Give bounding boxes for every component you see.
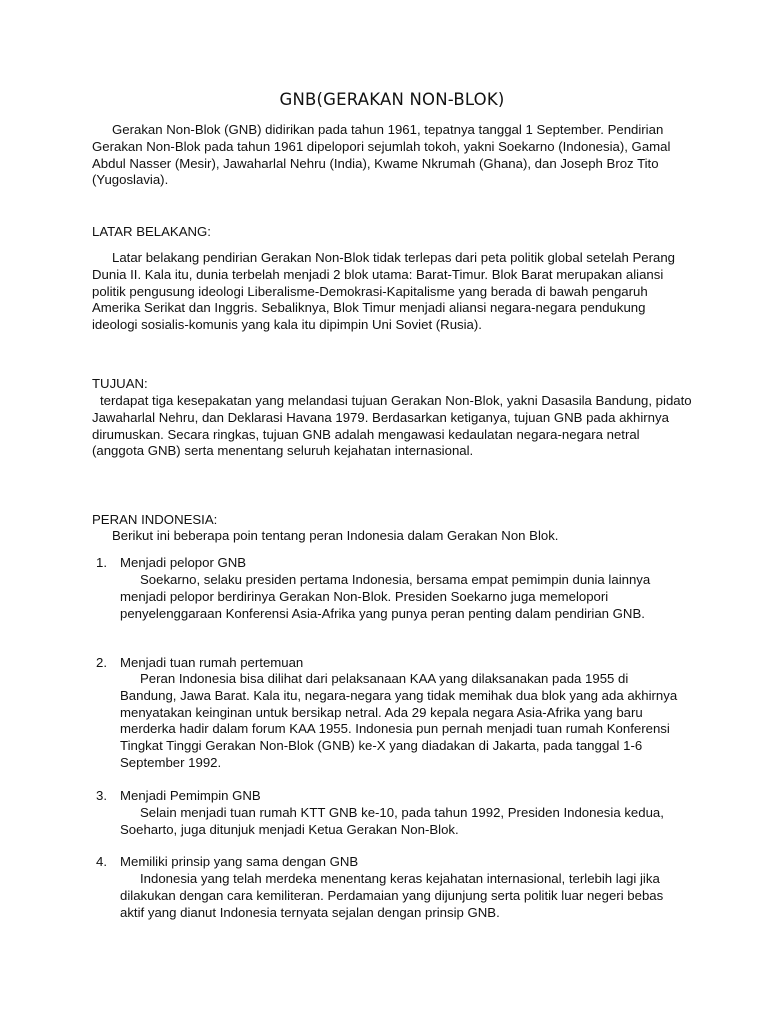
list-item-number: 4. [96,854,107,869]
document-title: GNB(GERAKAN NON-BLOK) [279,90,505,109]
list-item-number: 3. [96,788,107,803]
list-item-body: Indonesia yang telah merdeka menentang keras kejahatan internasional, terlebih lagi jika dilakukan dengan cara kemiliteran. Perdamaian yang dijunjung serta politik luar negeri bebas aktif yang dianut Indonesia ternyata sejalan dengan prinsip GNB. [120,871,664,920]
tujuan-paragraph: terdapat tiga kesepakatan yang melandasi tujuan Gerakan Non-Blok, yakni Dasasila Bandung, pidato Jawaharlal Nehru, dan Deklarasi Havana 1979. Berdasarkan ketiganya, tujuan GNB pada akhirnya dirumuskan. Secara ringkas, tujuan GNB adalah mengawasi kedaulatan negara-negara netral (anggota GNB) serta menentang seluruh kejahatan internasional. [92,393,692,459]
list-item-body: Selain menjadi tuan rumah KTT GNB ke-10, pada tahun 1992, Presiden Indonesia kedua, Soeharto, juga ditunjuk menjadi Ketua Gerakan Non-Blok. [120,805,664,837]
tujuan-heading: TUJUAN: [92,376,148,391]
list-item-title: Memiliki prinsip yang sama dengan GNB [120,854,359,869]
list-item-title: Menjadi pelopor GNB [120,555,247,570]
latar-heading: LATAR BELAKANG: [92,224,211,239]
list-item-body: Soekarno, selaku presiden pertama Indonesia, bersama empat pemimpin dunia lainnya menjadi pelopor berdirinya Gerakan Non-Blok. Presiden Soekarno juga memelopori penyelenggaraan Konferensi Asia-Afrika yang punya peran penting dalam pendirian GNB. [120,572,651,621]
list-item-title: Menjadi Pemimpin GNB [120,788,261,803]
list-item-body: Peran Indonesia bisa dilihat dari pelaksanaan KAA yang dilaksanakan pada 1955 di Bandung, Jawa Barat. Kala itu, negara-negara yang tidak memihak dua blok yang ada akhirnya menyatakan keinginan untuk bersikap netral. Ada 29 kepala negara Asia-Afrika yang baru merderka hadir dalam forum KAA 1955. Indonesia pun pernah menjadi tuan rumah Konferensi Tingkat Tinggi Gerakan Non-Blok (GNB) ke-X yang diadakan di Jakarta, pada tanggal 1-6 September 1992. [120,671,678,770]
list-item-number: 2. [96,655,107,670]
intro-paragraph: Gerakan Non-Blok (GNB) didirikan pada tahun 1961, tepatnya tanggal 1 September. Pendirian Gerakan Non-Blok pada tahun 1961 dipelopori sejumlah tokoh, yakni Soekarno (Indonesia), Gamal Abdul Nasser (Mesir), Jawaharlal Nehru (India), Kwame Nkrumah (Ghana), dan Joseph Broz Tito (Yugoslavia). [92,122,671,188]
peran-intro: Berikut ini beberapa poin tentang peran Indonesia dalam Gerakan Non Blok. [112,528,559,543]
peran-heading: PERAN INDONESIA: [92,512,218,527]
latar-paragraph: Latar belakang pendirian Gerakan Non-Blok tidak terlepas dari peta politik global setelah Perang Dunia II. Kala itu, dunia terbelah menjadi 2 blok utama: Barat-Timur. Blok Barat merupakan aliansi politik pengusung ideologi Liberalisme-Demokrasi-Kapitalisme yang berada di bawah pengaruh Amerika Serikat dan Inggris. Sebaliknya, Blok Timur menjadi aliansi negara-negara pendukung ideologi sosialis-komunis yang kala itu dipimpin Uni Soviet (Rusia). [92,250,676,333]
list-item-title: Menjadi tuan rumah pertemuan [120,655,304,670]
list-item-number: 1. [96,555,107,570]
